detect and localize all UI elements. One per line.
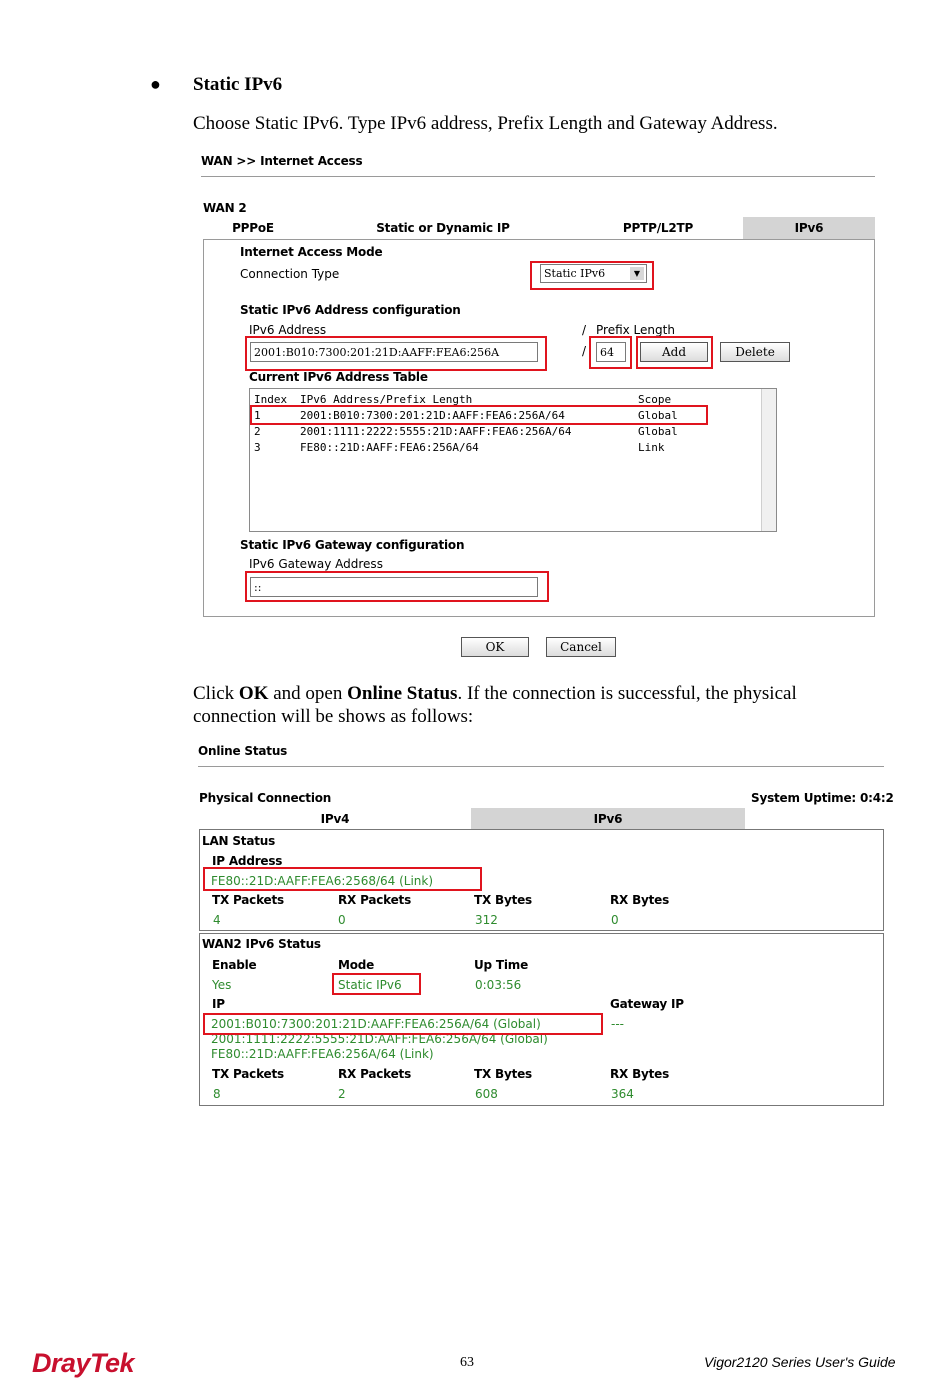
table-cell-index: 2 — [254, 425, 261, 438]
lan-tx-packets-value: 4 — [213, 913, 221, 927]
wan-ip-value-3: FE80::21D:AAFF:FEA6:256A/64 (Link) — [211, 1047, 434, 1061]
gateway-address-input[interactable]: :: — [250, 577, 538, 597]
prefix-length-input[interactable]: 64 — [596, 342, 626, 362]
prefix-slash-label: / — [582, 323, 587, 337]
lan-rx-bytes-value: 0 — [611, 913, 619, 927]
table-cell-scope: Global — [638, 409, 678, 422]
ipv6-address-input[interactable]: 2001:B010:7300:201:21D:AAFF:FEA6:256A — [250, 342, 538, 362]
online-status-title: Online Status — [198, 744, 288, 758]
intro-text: Choose Static IPv6. Type IPv6 address, Prefix Length and Gateway Address. — [193, 113, 778, 134]
wan-ip-value-2: 2001:1111:2222:5555:21D:AAFF:FEA6:256A/64 (Global) — [211, 1032, 548, 1046]
table-cell-scope: Link — [638, 441, 665, 454]
lan-tx-bytes-value: 312 — [475, 913, 498, 927]
highlight-mode — [332, 973, 421, 995]
tab-ipv6-status[interactable]: IPv6 — [471, 808, 745, 829]
lan-status-heading: LAN Status — [202, 834, 276, 848]
table-cell-address: FE80::21D:AAFF:FEA6:256A/64 — [300, 441, 479, 454]
tab-ipv6[interactable]: IPv6 — [743, 217, 875, 239]
wan-mode-value: Static IPv6 — [338, 978, 402, 992]
access-mode-heading: Internet Access Mode — [240, 245, 383, 259]
wan-ip-label: IP — [212, 997, 225, 1011]
ok-button[interactable]: OK — [461, 637, 529, 657]
table-cell-address: 2001:B010:7300:201:21D:AAFF:FEA6:256A/64 — [300, 409, 565, 422]
wan-gateway-ip-label: Gateway IP — [610, 997, 684, 1011]
guide-title: Vigor2120 Series User's Guide — [704, 1354, 896, 1370]
instruction-text: and open — [268, 683, 348, 704]
prefix-length-label: Prefix Length — [596, 323, 675, 337]
prefix-slash: / — [582, 344, 587, 358]
instruction-online-status: Online Status — [347, 683, 458, 704]
tab-pppoe[interactable]: PPPoE — [232, 221, 274, 235]
cancel-button[interactable]: Cancel — [546, 637, 616, 657]
breadcrumb: WAN >> Internet Access — [201, 154, 363, 168]
connection-type-label: Connection Type — [240, 267, 340, 281]
highlight-lan-ip — [203, 867, 482, 891]
tab-static-dynamic-ip[interactable]: Static or Dynamic IP — [376, 221, 510, 235]
system-uptime: System Uptime: 0:4:2 — [751, 791, 894, 805]
table-cell-scope: Global — [638, 425, 678, 438]
table-header-index: Index — [254, 393, 288, 406]
highlight-connection-type — [530, 261, 654, 290]
lan-rx-packets-value: 0 — [338, 913, 346, 927]
section-title: Static IPv6 — [193, 74, 283, 95]
wan-tx-packets-label: TX Packets — [212, 1067, 284, 1081]
highlight-table-row-1 — [250, 405, 708, 425]
table-cell-index: 1 — [254, 409, 261, 422]
table-header-scope: Scope — [638, 393, 672, 406]
highlight-ipv6-address — [245, 336, 547, 371]
wan-gateway-ip-value: --- — [611, 1017, 624, 1031]
lan-tx-packets-label: TX Packets — [212, 893, 284, 907]
instruction-line-1 — [193, 683, 797, 705]
breadcrumb-divider — [201, 176, 875, 177]
table-cell-index: 3 — [254, 441, 261, 454]
lan-rx-packets-label: RX Packets — [338, 893, 412, 907]
wan-status-heading: WAN2 IPv6 Status — [202, 937, 321, 951]
draytek-logo: DrayTek — [32, 1348, 135, 1378]
wan-tx-bytes-value: 608 — [475, 1087, 498, 1101]
wan-tx-bytes-label: TX Bytes — [474, 1067, 533, 1081]
gateway-address-label: IPv6 Gateway Address — [249, 557, 383, 571]
wan-enable-value: Yes — [212, 978, 232, 992]
lan-ip-value: FE80::21D:AAFF:FEA6:2568/64 (Link) — [211, 874, 434, 888]
wan-uptime-label: Up Time — [474, 958, 529, 972]
connection-type-value: Static IPv6 — [544, 267, 606, 280]
instruction-line-2: connection will be shows as follows: — [193, 706, 474, 727]
gateway-heading: Static IPv6 Gateway configuration — [240, 538, 465, 552]
wan-ip-value-1: 2001:B010:7300:201:21D:AAFF:FEA6:256A/64 (Global) — [211, 1017, 541, 1031]
highlight-add — [636, 336, 713, 369]
lan-ip-label: IP Address — [212, 854, 283, 868]
highlight-prefix — [589, 336, 632, 369]
physical-connection-label: Physical Connection — [199, 791, 332, 805]
wan-uptime-value: 0:03:56 — [475, 978, 522, 992]
instruction-text: Click — [193, 683, 239, 704]
highlight-wan-ip — [203, 1013, 603, 1035]
highlight-gateway — [245, 571, 549, 602]
online-status-divider — [198, 766, 884, 767]
addr-config-heading: Static IPv6 Address configuration — [240, 303, 461, 317]
instruction-ok: OK — [238, 683, 269, 704]
page-number: 63 — [460, 1355, 474, 1370]
wan-enable-label: Enable — [212, 958, 257, 972]
current-table-heading: Current IPv6 Address Table — [249, 370, 428, 384]
ipv6-address-label: IPv6 Address — [249, 323, 327, 337]
lan-rx-bytes-label: RX Bytes — [610, 893, 670, 907]
instruction-text: . If the connection is successful, the physical — [457, 683, 797, 704]
wan-tab-bar — [203, 217, 875, 239]
table-cell-address: 2001:1111:2222:5555:21D:AAFF:FEA6:256A/64 — [300, 425, 572, 438]
wan-rx-packets-label: RX Packets — [338, 1067, 412, 1081]
wan-tx-packets-value: 8 — [213, 1087, 221, 1101]
wan-mode-label: Mode — [338, 958, 375, 972]
table-header-address: IPv6 Address/Prefix Length — [300, 393, 473, 406]
lan-tx-bytes-label: TX Bytes — [474, 893, 533, 907]
tab-ipv4[interactable]: IPv4 — [320, 811, 350, 826]
online-tab-bar — [199, 808, 745, 829]
wan-rx-bytes-label: RX Bytes — [610, 1067, 670, 1081]
tab-pptp-l2tp[interactable]: PPTP/L2TP — [622, 221, 694, 235]
chevron-down-icon: ▼ — [630, 267, 644, 280]
delete-button[interactable]: Delete — [720, 342, 790, 362]
table-scrollbar[interactable] — [761, 389, 776, 531]
wan-rx-bytes-value: 364 — [611, 1087, 634, 1101]
wan-rx-packets-value: 2 — [338, 1087, 346, 1101]
add-button[interactable]: Add — [640, 342, 708, 362]
wan-label: WAN 2 — [203, 201, 247, 215]
bullet-icon: ● — [150, 74, 161, 94]
